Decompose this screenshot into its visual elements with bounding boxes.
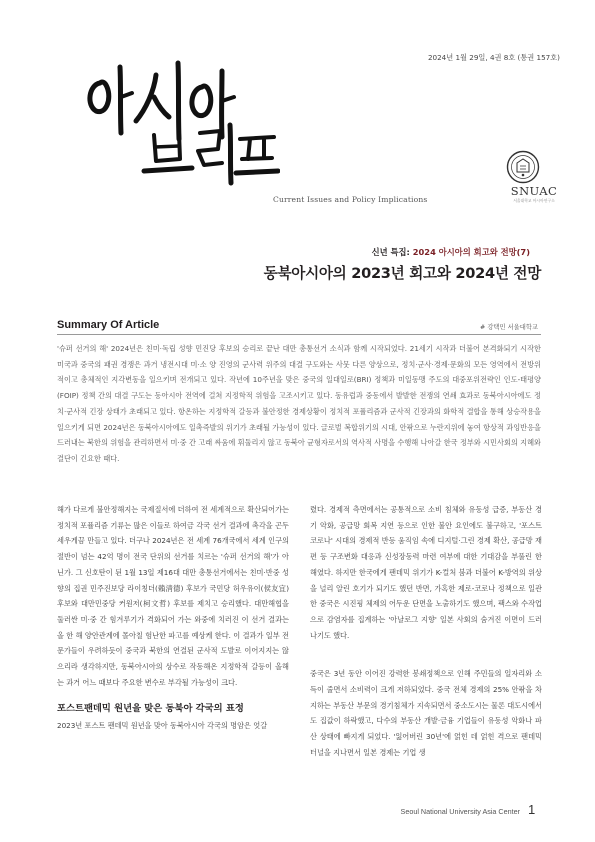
article-headline: 동북아시아의 2023년 회고와 2024년 전망 [263, 265, 541, 282]
series-prefix: 신년 특집: [371, 247, 413, 257]
body-column-right [310, 502, 542, 761]
org-sub-text: 서울대학교 아시아연구소 [513, 198, 555, 203]
body-paragraph: 렸다. 경제적 측면에서는 공통적으로 소비 침체와 유동성 급증, 부동산 경기 악화, 공급망 회복 지연 등으로 인한 불안 요인에도 불구하고, '포스트 코로나' 시대의 경제적 반등 움직임 속에 디지털·그린 경제 확산, 공급망 재편 등 구조변화 대응과 신성장동력 마련 여부에 대한 기대감을 부풀린 한 해였다. 하지만 한국에게 팬데믹 위기가 K-컬처 붐과 더불어 K-방역의 위상을 널리 알린 호기가 되기도 했던 반면, 가혹한 제로-코로나 정책으로 일관한 중국은 시진핑 체제의 어두운 단면을 노출하기도 했으며, 팩스와 수작업으로 감염자를 집계하는 '아날로그 지향' 일본 사회의 숨겨진 이면이 드러나기도 했다. [310, 505, 542, 640]
paragraph-gap [310, 643, 542, 666]
footer-org: Seoul National University Asia Center [400, 807, 520, 816]
university-seal-icon [506, 150, 540, 188]
summary-text: '슈퍼 선거의 해' 2024년은 친미·독립 성향 민진당 후보의 승리로 끝난 대만 총통선거 소식과 함께 시작되었다. 21세기 시작과 더불어 본격화되기 시작한 미국과 중국의 패권 경쟁은 과거 냉전시대 미·소 양 진영의 군사력 위주의 대결 구도와는 사뭇 다른 양상으로, 정치·군사·경제·문화의 모든 영역에서 전방위적이고 총체적인 지각변동을 일으키며 전개되고 있다. 작년에 10주년을 맞은 중국의 일대일로(BRI) 정책과 미일동맹 주도의 대중포위전략인 인도-태평양(FOIP) 정책 간의 대결 구도는 동아시아 전역에 걸쳐 지정학적 위험을 고조시키고 있다. 동유럽과 중동에서 발발한 전쟁의 연쇄 효과로 동북아시아에도 정치·군사적 긴장 상태가 초래되고 있다. 항온하는 지정학적 갈등과 불안정한 경제상황이 정치적 포퓰리즘과 군사적 긴장과의 화학적 결합을 통해 상승작용을 일으키게 되면 2024년은 동북아시아에도 일촉즉발의 위기가 초래될 가능성이 있다. 글로벌 복합위기의 시대, 안팎으로 누란지위에 놓여 항상적 과잉반응을 드러내는 북한의 위험을 관리하면서 미·중 간 고래 싸움에 휘둘리지 않고 동북아 균형자로서의 역사적 사명을 수행해 나아갈 한국 정부와 시민사회의 지혜와 결단이 긴요한 때다. [57, 344, 541, 463]
body-paragraph: 해가 다르게 불안정해지는 국제질서에 더하여 전 세계적으로 확산되어가는 정치적 포퓰리즘 기류는 많은 이들로 하여금 각국 선거 결과에 촉각을 곤두세우게끔 만들고 있다. 더구나 2024년은 전 세계 76개국에서 세계 인구의 절반이 넘는 42억 명이 전국 단위의 선거를 치르는 '슈퍼 선거의 해'가 아닌가. 그 신호탄이 된 1월 13일 제16대 대만 총통선거에서는 친미·반중 성향의 집권 민주진보당 라이칭더(賴淸德) 후보가 국민당 허우유이(侯友宜) 후보와 대만민중당 커원저(柯文哲) 후보를 제치고 승리했다. 대만해협을 둘러싼 미·중 간 힘겨루기가 격화되어 가는 와중에 치러진 이 선거 결과는 올 한 해 양안관계에 몰아칠 험난한 파고를 예상케 한다. 이 결과가 일부 전문가들이 우려하듯이 중국과 북한의 연결된 군사적 도발로 이어지지는 않으리라 생각하지만, 동북아시아의 상수로 작동해온 지정학적 갈등이 올해는 과거 어느 때보다 주요한 변수로 부각될 가능성이 크다. [57, 505, 289, 687]
summary-heading: Summary Of Article [57, 319, 160, 331]
issue-info: 2024년 1월 29일, 4권 8호 (통권 157호) [427, 53, 560, 62]
body-column-left [57, 502, 289, 734]
body-paragraph: 2023년 포스트 팬데믹 원년을 맞아 동북아시아 각국의 명암은 엇갈 [57, 721, 268, 731]
author-line: # 강택민 서울대학교 [480, 324, 538, 331]
section-subheading: 포스트팬데믹 원년을 맞은 동북아 각국의 표정 [57, 703, 244, 715]
logo-subtitle: Current Issues and Policy Implications [273, 195, 428, 204]
summary-divider [57, 334, 541, 335]
series-label [250, 246, 530, 258]
org-logo-text: SNUAC [510, 184, 558, 198]
asia-brief-logo [80, 55, 280, 194]
body-paragraph: 중국은 3년 동안 이어진 강력한 봉쇄정책으로 인해 주민들의 일자리와 소득이 줄면서 소비력이 크게 저하되었다. 중국 전체 경제의 25% 안팎을 차지하는 부동산 부문의 경기침체가 지속되면서 중소도시는 물론 대도시에서도 집값이 하락했고, 다수의 부동산 개발·금융 기업들이 유동성 악화나 파산 상태에 빠지게 되었다. '잃어버린 30년'에 얽힌 데 얽힌 격으로 팬데믹 터널을 지나면서 일본 경제는 기업 생 [310, 669, 542, 757]
page-number: 1 [528, 802, 536, 817]
series-highlight: 2024 아시아의 회고와 전망(7) [412, 247, 530, 257]
